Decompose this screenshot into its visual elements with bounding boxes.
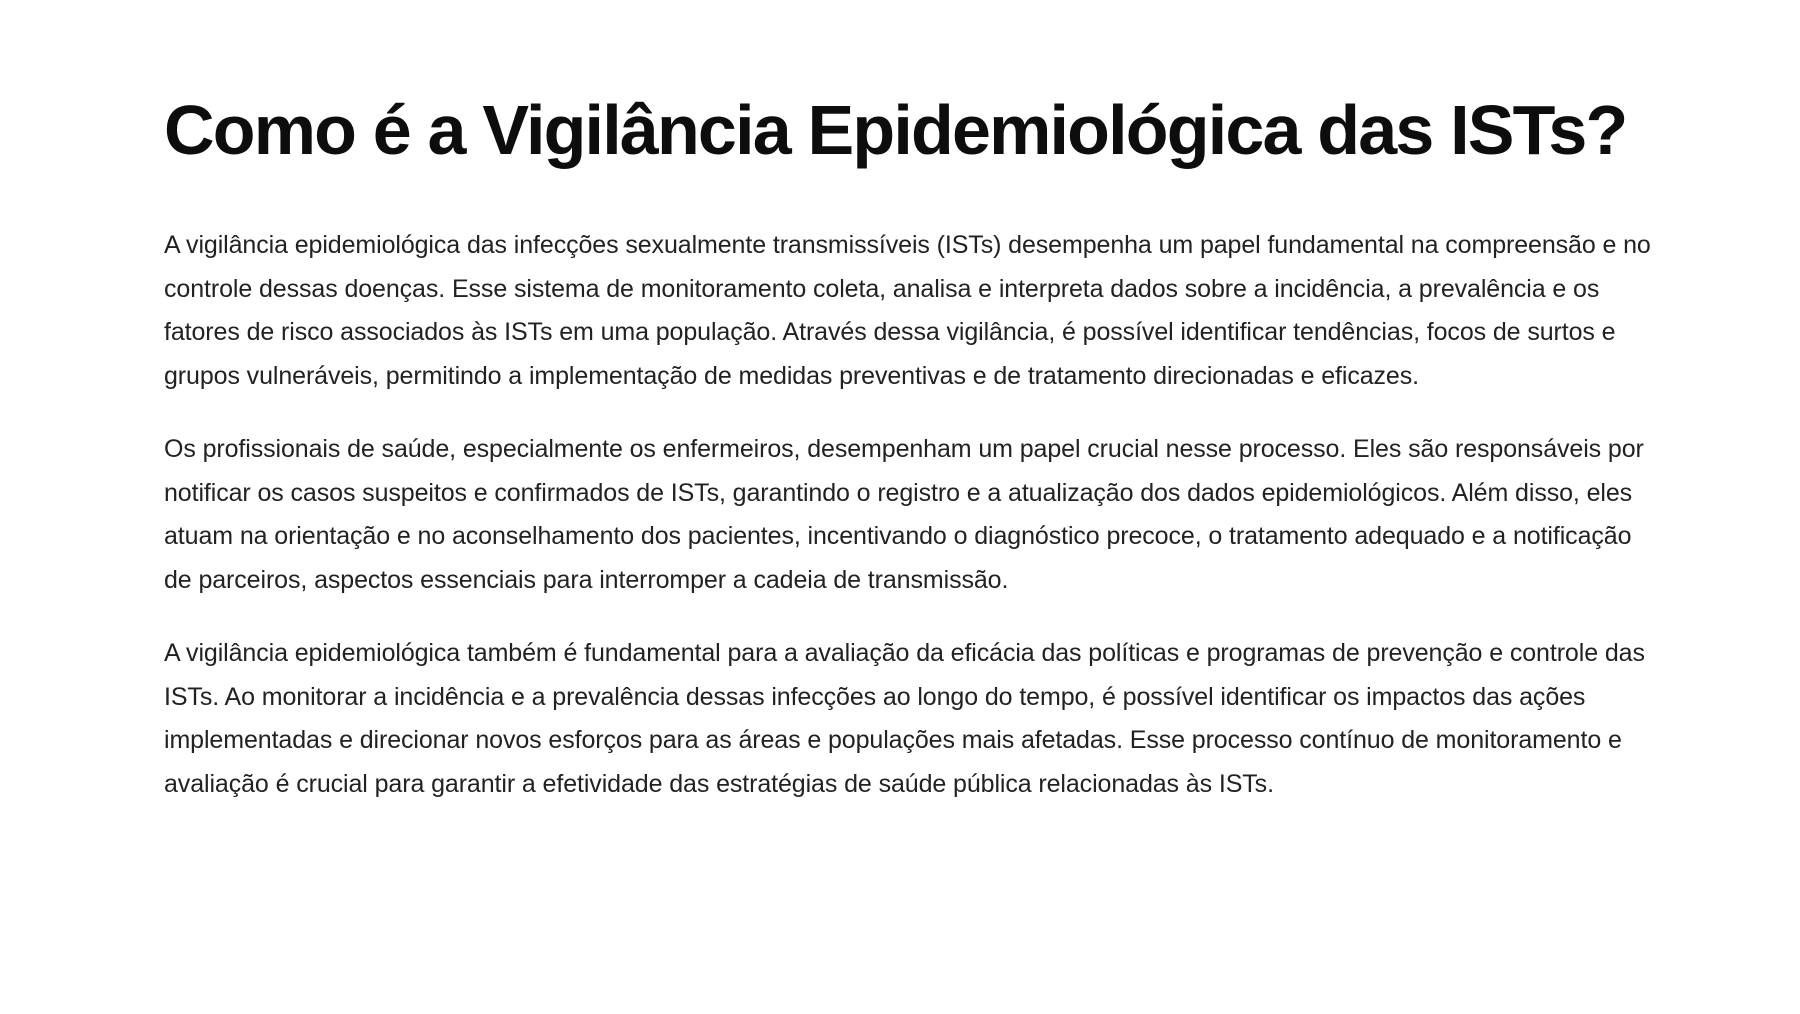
paragraph-policy-evaluation: A vigilância epidemiológica também é fundamental para a avaliação da eficácia das políticas e programas de prevenção e controle das ISTs. Ao monitorar a incidência e a prevalência dessas infecções ao longo do tempo, é possível identificar os impactos das ações implementadas e direcionar novos esforços para as áreas e populações mais afetadas. Esse processo contínuo de monitoramento e avaliação é crucial para garantir a efetividade das estratégias de saúde pública relacionadas às ISTs.	[164, 639, 1645, 798]
paragraph-health-professionals-role: Os profissionais de saúde, especialmente os enfermeiros, desempenham um papel crucial nesse processo. Eles são responsáveis por notificar os casos suspeitos e confirmados de ISTs, garantindo o registro e a atualização dos dados epidemiológicos. Além disso, eles atuam na orientação e no aconselhamento dos pacientes, incentivando o diagnóstico precoce, o tratamento adequado e a notificação de parceiros, aspectos essenciais para interromper a cadeia de transmissão.	[164, 435, 1644, 594]
paragraph-surveillance-overview: A vigilância epidemiológica das infecções sexualmente transmissíveis (ISTs) desempenha um papel fundamental na compreensão e no controle dessas doenças. Esse sistema de monitoramento coleta, analisa e interpreta dados sobre a incidência, a prevalência e os fatores de risco associados às ISTs em uma população. Através dessa vigilância, é possível identificar tendências, focos de surtos e grupos vulneráveis, permitindo a implementação de medidas preventivas e de tratamento direcionadas e eficazes.	[164, 231, 1651, 390]
slide-title: Como é a Vigilância Epidemiológica das ISTs?	[164, 91, 1627, 169]
slide-body	[164, 224, 1664, 806]
slide-content	[164, 88, 1664, 806]
